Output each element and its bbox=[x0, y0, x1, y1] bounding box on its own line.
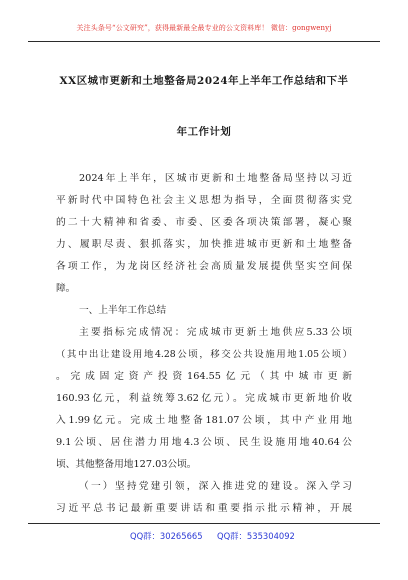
paragraph-line: 力、履职尽责、狠抓落实，加快推进城市更新和土地整备 bbox=[56, 239, 352, 250]
paragraph-line: 。完成固定资产投资164.55亿元（其中城市更新 bbox=[56, 371, 352, 382]
paragraph-line: 的二十大精神和省委、市委、区委各项决策部署，凝心聚 bbox=[56, 217, 352, 228]
footer-qq-group-2: QQ群：535304092 bbox=[217, 531, 295, 541]
header-divider bbox=[28, 41, 380, 42]
paragraph-line: 习近平总书记最新重要讲话和重要指示批示精神，开展 bbox=[56, 503, 352, 514]
paragraph-line: （一）坚持党建引领，深入推进党的建设。深入学习 bbox=[79, 481, 352, 492]
paragraph-line: （其中出让建设用地4.28公顷，移交公共设施用地1.05公顷） bbox=[56, 349, 352, 360]
document-title-line1: XX区城市更新和土地整备局2024年上半年工作总结和下半 bbox=[59, 75, 349, 87]
footer-qq-group-1: QQ群：30265665 bbox=[130, 531, 203, 541]
paragraph-line: 顷、其他整备用地127.03公顷。 bbox=[56, 459, 197, 470]
paragraph-line: 主要指标完成情况：完成城市更新土地供应5.33公顷 bbox=[79, 327, 352, 338]
paragraph-line: 2024年上半年，区城市更新和土地整备局坚持以习近 bbox=[79, 173, 352, 184]
document-title-line2: 年工作计划 bbox=[176, 126, 232, 138]
paragraph-line: 160.93亿元，利益统筹3.62亿元）。完成城市更新地价收 bbox=[56, 393, 352, 404]
paragraph-line: 9.1公顷、居住潜力用地4.3公顷、民生设施用地40.64公 bbox=[56, 437, 352, 448]
paragraph-line: 平新时代中国特色社会主义思想为指导，全面贯彻落实党 bbox=[56, 195, 352, 206]
paragraph-line: 障。 bbox=[56, 283, 76, 294]
footer-divider bbox=[28, 523, 380, 524]
paragraph-line: 各项工作，为龙岗区经济社会高质量发展提供坚实空间保 bbox=[56, 261, 352, 272]
header-note: 关注头条号“公文研究”，获得最新最全最专业的公文资料库！ 微信：gongwenyj bbox=[76, 24, 332, 32]
section-heading: 一、上半年工作总结 bbox=[79, 305, 167, 316]
paragraph-line: 入1.99亿元。完成土地整备181.07公顷，其中产业用地 bbox=[56, 415, 352, 426]
